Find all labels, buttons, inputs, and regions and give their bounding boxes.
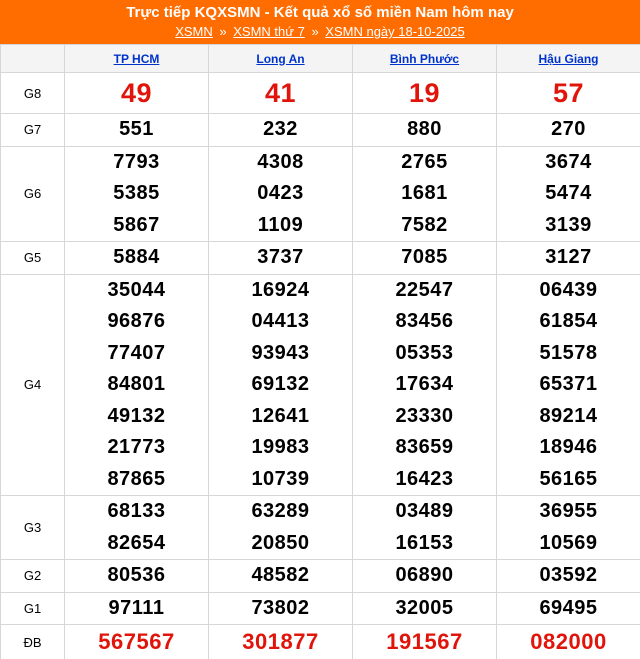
result-number: 89214 bbox=[539, 404, 598, 427]
prize-label: G6 bbox=[1, 146, 65, 242]
result-cell bbox=[209, 114, 353, 147]
result-number: 36955 bbox=[539, 500, 598, 522]
result-number: 20850 bbox=[251, 531, 310, 554]
result-number: 63289 bbox=[251, 500, 310, 522]
prize-label: G2 bbox=[1, 560, 65, 593]
result-cell bbox=[65, 114, 209, 147]
result-cell bbox=[353, 496, 497, 560]
prize-row-g6 bbox=[1, 146, 640, 242]
result-cell bbox=[353, 146, 497, 242]
result-number: 69495 bbox=[539, 596, 598, 619]
result-number: 03489 bbox=[395, 500, 454, 522]
result-number: 17634 bbox=[395, 373, 454, 395]
result-number: 7085 bbox=[401, 246, 448, 268]
result-number: 06439 bbox=[539, 278, 598, 301]
result-cell bbox=[65, 73, 209, 114]
result-number: 1681 bbox=[401, 182, 448, 204]
result-number: 3737 bbox=[257, 246, 304, 268]
result-number: 04413 bbox=[251, 310, 310, 332]
result-number: 3674 bbox=[545, 150, 592, 173]
result-number: 5867 bbox=[113, 213, 160, 236]
result-number: 80536 bbox=[107, 564, 166, 586]
result-number: 83456 bbox=[395, 310, 454, 332]
result-cell bbox=[65, 242, 209, 275]
result-cell bbox=[209, 146, 353, 242]
prize-row-g5 bbox=[1, 242, 640, 275]
result-number: 3139 bbox=[545, 213, 592, 236]
result-cell bbox=[209, 73, 353, 114]
result-number: 69132 bbox=[251, 373, 310, 395]
prize-row-g7 bbox=[1, 114, 640, 147]
result-number: 7582 bbox=[401, 213, 448, 236]
result-cell bbox=[497, 73, 640, 114]
result-cell bbox=[497, 625, 640, 659]
result-number: 16423 bbox=[395, 467, 454, 490]
result-cell bbox=[497, 274, 640, 496]
breadcrumb-separator: » bbox=[311, 24, 319, 39]
prize-label: G5 bbox=[1, 242, 65, 275]
prize-row-g2 bbox=[1, 560, 640, 593]
result-number: 5474 bbox=[545, 182, 592, 204]
province-link-binh-phuoc[interactable]: Bình Phước bbox=[389, 51, 460, 66]
result-number: 0423 bbox=[257, 182, 304, 204]
breadcrumb bbox=[0, 23, 640, 41]
result-number: 082000 bbox=[530, 629, 607, 654]
result-cell bbox=[353, 73, 497, 114]
result-number: 18946 bbox=[539, 436, 598, 458]
page-title: Trực tiếp KQXSMN - Kết quả xổ số miền Nam hôm nay bbox=[126, 4, 514, 21]
result-number: 97111 bbox=[108, 596, 165, 619]
result-number: 49132 bbox=[107, 404, 166, 427]
prize-label: G8 bbox=[1, 73, 65, 114]
result-number: 32005 bbox=[395, 596, 454, 619]
prize-label: G7 bbox=[1, 114, 65, 147]
province-header bbox=[353, 45, 497, 73]
result-number: 191567 bbox=[386, 629, 463, 654]
prize-row-db bbox=[1, 625, 640, 659]
result-number: 06890 bbox=[395, 564, 454, 586]
result-number: 51578 bbox=[539, 341, 598, 364]
result-cell bbox=[209, 560, 353, 593]
result-cell bbox=[353, 625, 497, 659]
breadcrumb-xsmn-date[interactable]: XSMN ngày 18-10-2025 bbox=[325, 24, 465, 39]
result-number: 68133 bbox=[107, 500, 166, 522]
province-header bbox=[209, 45, 353, 73]
result-number: 22547 bbox=[395, 278, 454, 301]
prize-row-g8 bbox=[1, 73, 640, 114]
prize-label: G3 bbox=[1, 496, 65, 560]
result-number: 16924 bbox=[251, 278, 310, 301]
result-number: 82654 bbox=[107, 531, 166, 554]
result-cell bbox=[353, 274, 497, 496]
prize-row-g4 bbox=[1, 274, 640, 496]
province-link-long-an[interactable]: Long An bbox=[256, 51, 305, 66]
result-number: 84801 bbox=[107, 373, 166, 395]
result-number: 2765 bbox=[401, 150, 448, 173]
results-table bbox=[0, 44, 640, 659]
result-number: 567567 bbox=[98, 629, 175, 654]
result-number: 3127 bbox=[545, 246, 592, 268]
result-cell bbox=[497, 496, 640, 560]
province-link-tp-hcm[interactable]: TP HCM bbox=[113, 51, 160, 66]
result-number: 10739 bbox=[251, 467, 310, 490]
prize-row-g1 bbox=[1, 592, 640, 625]
result-cell bbox=[209, 592, 353, 625]
result-number: 05353 bbox=[395, 341, 454, 364]
result-number: 48582 bbox=[251, 564, 310, 586]
result-number: 1109 bbox=[257, 213, 304, 236]
result-number: 65371 bbox=[539, 373, 598, 395]
result-number: 10569 bbox=[539, 531, 598, 554]
result-cell bbox=[497, 114, 640, 147]
breadcrumb-xsmn-thu-7[interactable]: XSMN thứ 7 bbox=[233, 24, 305, 39]
result-number: 41 bbox=[264, 78, 297, 108]
result-number: 35044 bbox=[107, 278, 166, 301]
result-number: 93943 bbox=[251, 341, 310, 364]
result-cell bbox=[497, 560, 640, 593]
result-cell bbox=[353, 114, 497, 147]
result-number: 270 bbox=[551, 118, 586, 140]
result-cell bbox=[209, 625, 353, 659]
province-header bbox=[65, 45, 209, 73]
result-number: 77407 bbox=[107, 341, 166, 364]
result-cell bbox=[65, 592, 209, 625]
result-cell bbox=[65, 560, 209, 593]
result-number: 16153 bbox=[395, 531, 454, 554]
result-cell bbox=[209, 242, 353, 275]
result-cell bbox=[65, 625, 209, 659]
result-cell bbox=[65, 496, 209, 560]
province-header bbox=[497, 45, 640, 73]
result-number: 5385 bbox=[113, 182, 160, 204]
result-cell bbox=[65, 146, 209, 242]
result-number: 56165 bbox=[539, 467, 598, 490]
result-number: 7793 bbox=[113, 150, 160, 173]
prize-label: ĐB bbox=[1, 625, 65, 659]
page-header bbox=[0, 0, 640, 44]
result-cell bbox=[209, 496, 353, 560]
result-number: 21773 bbox=[107, 436, 166, 458]
result-cell bbox=[209, 274, 353, 496]
prize-row-g3 bbox=[1, 496, 640, 560]
result-number: 61854 bbox=[539, 310, 598, 332]
result-number: 12641 bbox=[251, 404, 310, 427]
result-number: 57 bbox=[552, 78, 585, 108]
result-number: 03592 bbox=[539, 564, 598, 586]
result-number: 73802 bbox=[251, 596, 310, 619]
result-cell bbox=[65, 274, 209, 496]
prize-label: G1 bbox=[1, 592, 65, 625]
province-link-hau-giang[interactable]: Hậu Giang bbox=[538, 51, 599, 66]
result-number: 880 bbox=[407, 118, 442, 140]
result-number: 232 bbox=[263, 118, 298, 140]
result-cell bbox=[497, 146, 640, 242]
result-cell bbox=[497, 242, 640, 275]
result-cell bbox=[497, 592, 640, 625]
result-number: 49 bbox=[120, 78, 153, 108]
result-number: 551 bbox=[119, 118, 154, 140]
result-number: 4308 bbox=[257, 150, 304, 173]
result-number: 96876 bbox=[107, 310, 166, 332]
prize-column-header bbox=[1, 45, 65, 73]
province-header-row bbox=[1, 45, 640, 73]
result-cell bbox=[353, 242, 497, 275]
result-number: 19983 bbox=[251, 436, 310, 458]
result-number: 5884 bbox=[113, 246, 160, 268]
result-number: 83659 bbox=[395, 436, 454, 458]
result-cell bbox=[353, 592, 497, 625]
result-number: 301877 bbox=[242, 629, 319, 654]
result-number: 87865 bbox=[107, 467, 166, 490]
result-number: 19 bbox=[408, 78, 441, 108]
breadcrumb-xsmn[interactable]: XSMN bbox=[175, 24, 213, 39]
result-cell bbox=[353, 560, 497, 593]
result-number: 23330 bbox=[395, 404, 454, 427]
breadcrumb-separator: » bbox=[219, 24, 227, 39]
prize-label: G4 bbox=[1, 274, 65, 496]
